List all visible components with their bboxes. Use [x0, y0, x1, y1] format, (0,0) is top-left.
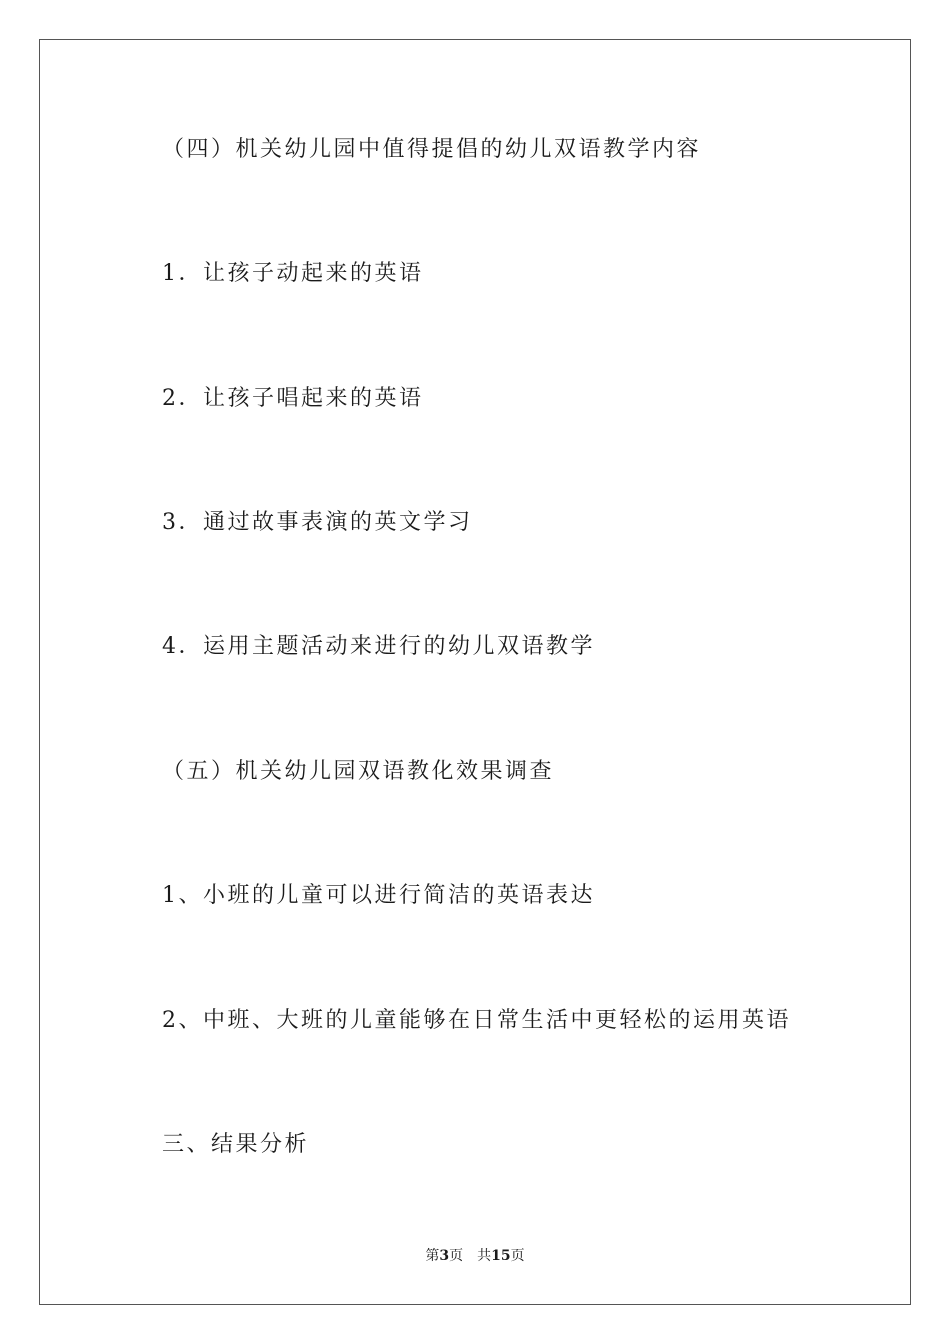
page-suffix: 页	[449, 1248, 464, 1264]
page-number: 3	[439, 1248, 450, 1264]
total-suffix: 页	[510, 1248, 525, 1264]
total-pages: 15	[491, 1248, 511, 1264]
list-item: 2、中班、大班的儿童能够在日常生活中更轻松的运用英语	[162, 1008, 791, 1033]
page-border	[39, 39, 911, 1305]
list-item: 3．通过故事表演的英文学习	[162, 510, 473, 535]
page-prefix: 第	[425, 1248, 440, 1264]
total-prefix: 共	[477, 1248, 492, 1264]
list-item: 4．运用主题活动来进行的幼儿双语教学	[162, 634, 595, 659]
section-heading-5: （五）机关幼儿园双语教化效果调查	[162, 759, 555, 784]
list-item: 1、小班的儿童可以进行简洁的英语表达	[162, 883, 595, 908]
page-footer	[0, 1247, 950, 1265]
list-item: 2．让孩子唱起来的英语	[162, 386, 424, 411]
section-heading-4: （四）机关幼儿园中值得提倡的幼儿双语教学内容	[162, 137, 702, 162]
list-item: 1．让孩子动起来的英语	[162, 261, 424, 286]
section-heading-results: 三、结果分析	[162, 1132, 310, 1157]
